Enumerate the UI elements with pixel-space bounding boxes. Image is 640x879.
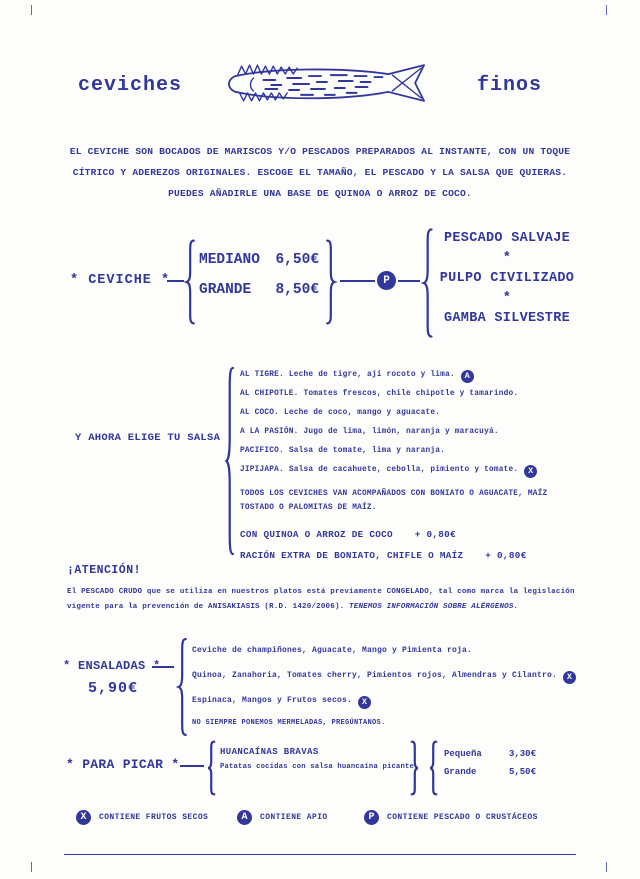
crop-mark [606, 5, 607, 15]
extra-price: + 0,80€ [485, 550, 527, 561]
brace-left-icon [421, 226, 435, 340]
bottom-rule [64, 854, 576, 855]
ensaladas-price: 5,90€ [88, 680, 139, 697]
salsa-name: A LA PASIÓN. [240, 428, 299, 436]
extra-name: CON QUINOA O ARROZ DE COCO [240, 529, 393, 540]
extra-row [240, 545, 580, 566]
ensalada-desc: Ceviche de champiñones, Aguacate, Mango y Pimienta roja. [192, 646, 473, 655]
salsa-item [240, 423, 580, 442]
salsa-section-label: Y AHORA ELIGE TU SALSA [75, 432, 221, 444]
size-price: 3,30€ [508, 749, 536, 759]
salsa-item [240, 461, 580, 480]
legend-label-celery: CONTIENE APIO [260, 813, 328, 822]
celery-allergen-icon: A [461, 370, 474, 383]
salsa-note-line: TODOS LOS CEVICHES VAN ACOMPAÑADOS CON BONIATO O AGUACATE, MAÍZ [240, 490, 548, 498]
salsa-desc: Salsa de tomate, lima y naranja. [288, 447, 446, 455]
brace-right-icon [409, 740, 420, 796]
extra-name: RACIÓN EXTRA DE BONIATO, CHIFLE O MAÍZ [240, 550, 464, 561]
atencion-allergens-note: TENEMOS INFORMACIÓN SOBRE ALÉRGENOS. [349, 603, 519, 611]
star-separator: * [502, 291, 512, 306]
page-title-right: finos [477, 74, 543, 97]
brace-left-icon [224, 362, 236, 560]
salsa-item [240, 366, 580, 385]
section-label-ceviche: * CEVICHE * [70, 273, 171, 288]
connector-line [340, 280, 375, 282]
size-price: 6,50€ [275, 252, 319, 268]
size-row [444, 745, 536, 763]
salsa-name: AL TIGRE. [240, 371, 284, 379]
extra-price: + 0,80€ [414, 529, 456, 540]
salsa-name: AL COCO. [240, 409, 280, 417]
nuts-allergen-icon: X [524, 465, 537, 478]
salsa-item [240, 442, 580, 461]
picar-size-list [444, 745, 536, 781]
salsa-desc: Jugo de lima, limón, naranja y maracuyá. [303, 428, 499, 436]
salsa-note-line: TOSTADO O PALOMITAS DE MAÍZ. [240, 504, 377, 512]
salsa-name: PACIFICO. [240, 447, 284, 455]
section-label-ensaladas: * ENSALADAS * [63, 659, 161, 673]
ensalada-item [192, 663, 578, 688]
nuts-allergen-icon: X [76, 810, 91, 825]
option-item: PULPO CIVILIZADO [439, 271, 575, 286]
connector-line [152, 666, 174, 668]
salsa-note [240, 487, 580, 515]
star-separator: * [502, 251, 512, 266]
section-label-para-picar: * PARA PICAR * [66, 757, 180, 772]
brace-left-icon [428, 740, 439, 796]
option-item: PESCADO SALVAJE [443, 231, 571, 246]
atencion-text: El PESCADO CRUDO que se utiliza en nuestros platos está previamente CONGELADO, tal como marca la legislación vigente para la prevención de ANISAKIASIS (R.D. 1420/2006). [67, 588, 575, 611]
atencion-title: ¡ATENCIÓN! [67, 564, 142, 577]
salsa-desc: Leche de coco, mango y aguacate. [284, 409, 441, 417]
ensaladas-note: NO SIEMPRE PONEMOS MERMELADAS, PREGÚNTANOS. [192, 719, 386, 727]
size-row [444, 763, 536, 781]
ensalada-desc: Espinaca, Mangos y Frutos secos. [192, 696, 353, 705]
dish-desc: Patatas cocidas con salsa huancaína picante. [220, 763, 419, 771]
connector-line [167, 280, 184, 282]
brace-left-icon [206, 740, 217, 796]
connector-line [398, 280, 420, 282]
intro-line: PUEDES AÑADIRLE UNA BASE DE QUINOA O ARROZ DE COCO. [168, 188, 472, 199]
ceviche-size-list [199, 249, 319, 301]
atencion-body [67, 585, 579, 615]
legend-label-fish: CONTIENE PESCADO O CRUSTÁCEOS [387, 813, 538, 822]
salsa-name: JIPIJAPA. [240, 466, 284, 474]
ensalada-item [192, 638, 578, 663]
salsa-list [240, 366, 580, 566]
size-price: 8,50€ [275, 282, 319, 298]
size-row [199, 279, 319, 301]
nuts-allergen-icon: X [563, 671, 576, 684]
ensalada-item [192, 688, 578, 713]
intro-line: CÍTRICO Y ADEREZOS ORIGINALES. ESCOGE EL TAMAÑO, EL PESCADO Y LA SALSA QUE QUIERAS. [72, 167, 568, 178]
size-name: Pequeña [444, 749, 482, 759]
salsa-desc: Tomates frescos, chile chipotle y tamarindo. [303, 390, 519, 398]
connector-line [180, 765, 204, 767]
salsa-item [240, 385, 580, 404]
size-name: Grande [444, 767, 477, 777]
fish-sketch-icon [192, 60, 430, 108]
celery-allergen-icon: A [237, 810, 252, 825]
option-item: GAMBA SILVESTRE [443, 311, 571, 326]
brace-right-icon [324, 238, 337, 326]
extra-row [240, 524, 580, 545]
size-price: 5,50€ [508, 767, 536, 777]
salsa-item [240, 404, 580, 423]
salsa-name: AL CHIPOTLE. [240, 390, 299, 398]
salsa-desc: Salsa de cacahuete, cebolla, pimiento y tomate. [288, 466, 519, 474]
ensaladas-list [192, 638, 578, 730]
fish-allergen-icon: P [364, 810, 379, 825]
ensalada-desc: Quinoa, Zanahoria, Tomates cherry, Pimientos rojos, Almendras y Cilantro. [192, 671, 558, 680]
nuts-allergen-icon: X [358, 696, 371, 709]
ceviche-options [436, 229, 578, 329]
size-name: GRANDE [199, 282, 252, 298]
dish-name: HUANCAÍNAS BRAVAS [220, 747, 319, 757]
brace-left-icon [184, 238, 197, 326]
intro-line: EL CEVICHE SON BOCADOS DE MARISCOS Y/O PESCADOS PREPARADOS AL INSTANTE, CON UN TOQUE [69, 146, 571, 157]
brace-left-icon [176, 636, 189, 738]
salsa-desc: Leche de tigre, ají rocoto y lima. [288, 371, 455, 379]
intro-paragraph [60, 141, 580, 204]
crop-mark [31, 5, 32, 15]
fish-allergen-icon: P [377, 271, 396, 290]
crop-mark [606, 862, 607, 872]
crop-mark [31, 862, 32, 872]
size-row [199, 249, 319, 271]
legend-label-nuts: CONTIENE FRUTOS SECOS [99, 813, 209, 822]
size-name: MEDIANO [199, 252, 260, 268]
page-title-left: ceviches [78, 74, 183, 97]
